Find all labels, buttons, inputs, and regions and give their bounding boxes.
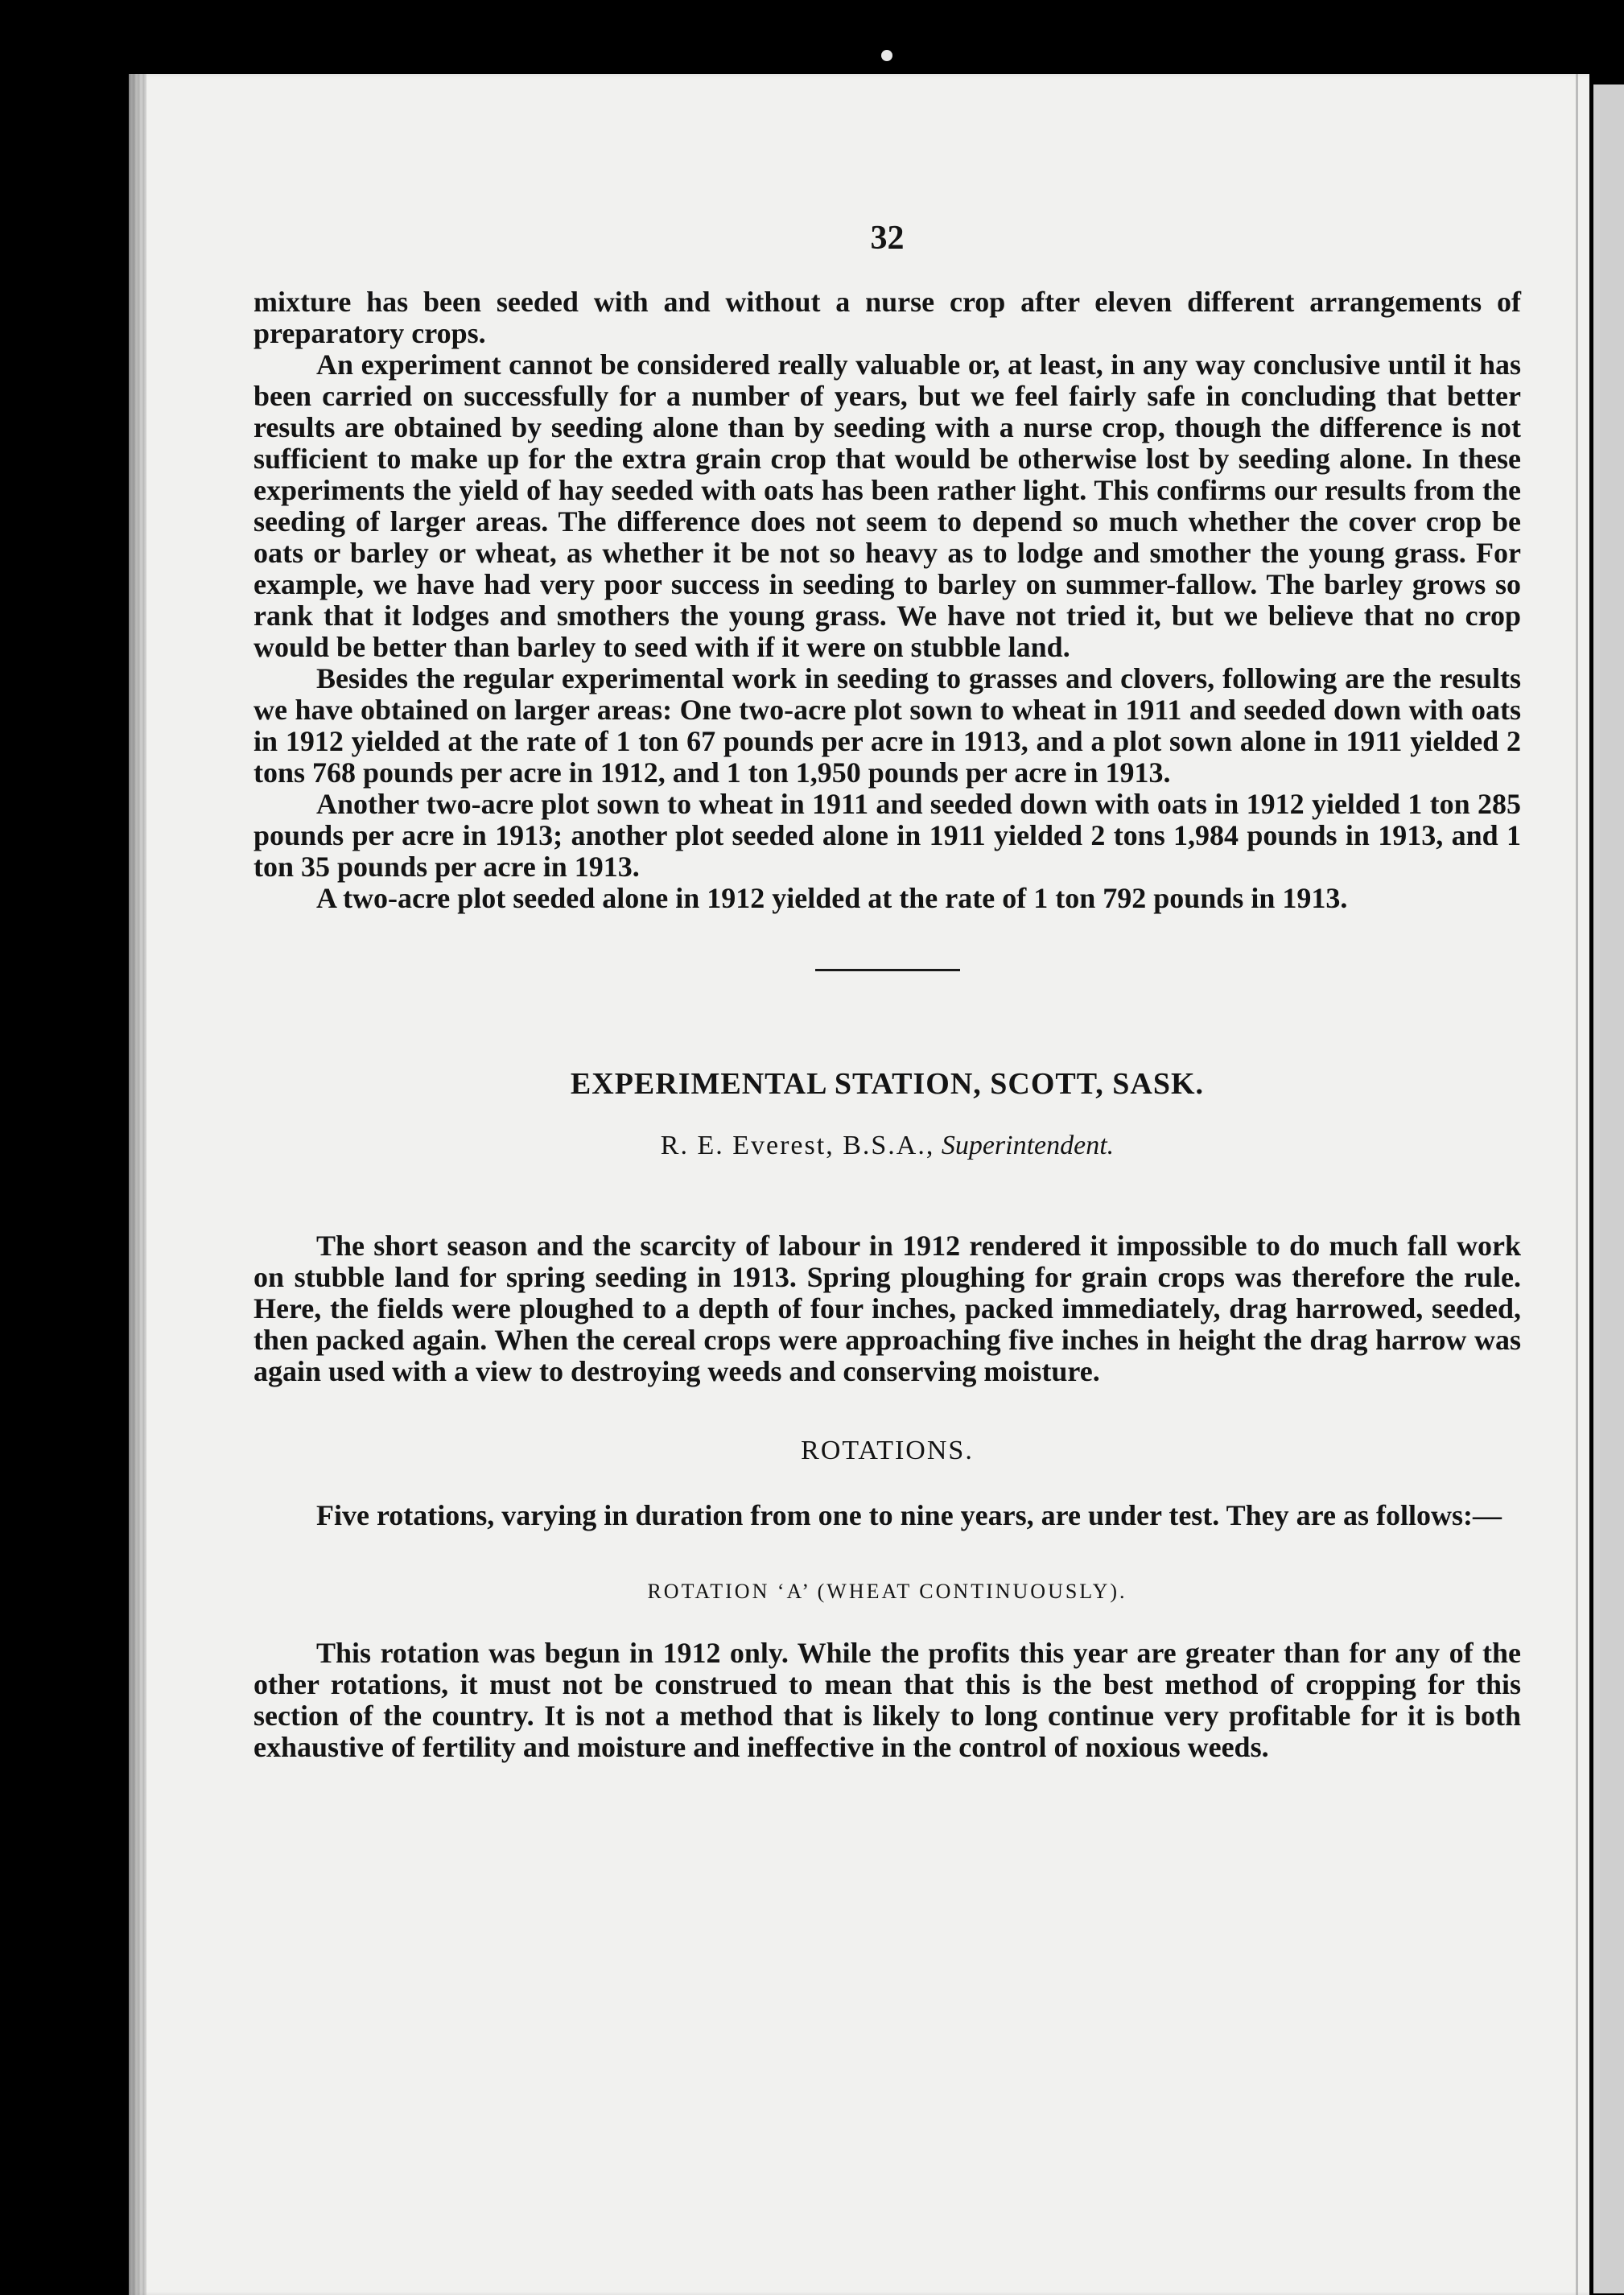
byline-role: Superintendent. [941,1131,1115,1160]
spacer [253,1161,1521,1230]
facing-page-edge [1593,84,1624,2293]
grass-seeding-section [253,286,1521,914]
page-gutter [129,74,146,2295]
paragraph: Another two-acre plot sown to wheat in 1911 and seeded down with oats in 1912 yielded 1 ton 285 pounds per acre in 1913; another plot seeded alone in 1911 yielded 2 tons 1,984 pounds in 1913, and 1 ton 35 pounds per acre in 1913. [253,788,1521,883]
paragraph: The short season and the scarcity of labour in 1912 rendered it impossible to do much fall work on stubble land for spring seeding in 1913. Spring ploughing for grain crops was therefore the rule. Here, the fields were ploughed to a depth of four inches, packed immediately, drag harrowed, seeded, then packed again. When the cereal crops were approaching five inches in height the drag harrow was again used with a view to destroying weeds and conserving moisture. [253,1230,1521,1387]
rotation-a-heading: ROTATION ‘A’ (WHEAT CONTINUOUSLY). [647,1580,1127,1603]
rotation-a-text [253,1638,1521,1763]
byline [253,1131,1521,1161]
rotations-heading: ROTATIONS. [801,1436,974,1465]
byline-author: R. E. Everest, B.S.A., [660,1131,935,1160]
page-content [253,219,1521,1763]
scan-artifact [881,50,892,61]
section-heading: EXPERIMENTAL STATION, SCOTT, SASK. [570,1067,1205,1101]
station-intro [253,1230,1521,1387]
paragraph: A two-acre plot seeded alone in 1912 yielded at the rate of 1 ton 792 pounds in 1913. [316,882,1348,914]
page-edge-line [1576,74,1578,2295]
paragraph: This rotation was begun in 1912 only. While the profits this year are greater than for any of the other rotations, it must not be construed to mean that this is the best method of cropping for this section of the country. It is not a method that is likely to long continue very profitable for it is both exhaustive of fertility and moisture and ineffective in the control of noxious weeds. [253,1637,1521,1763]
paragraph: Five rotations, varying in duration from one to nine years, are under test. They are as follows:— [316,1499,1502,1531]
paragraph: mixture has been seeded with and without a nurse crop after eleven different arrangements of preparatory crops. [253,286,1521,349]
book-page [129,74,1589,2295]
page-number: 32 [870,220,905,257]
section-divider [815,969,960,971]
paragraph: Besides the regular experimental work in seeding to grasses and clovers, following are the results we have obtained on larger areas: One two-acre plot sown to wheat in 1911 and seeded down with oats in 1912 yielded at the rate of 1 ton 67 pounds per acre in 1913, and a plot sown alone in 1911 yielded 2 tons 768 pounds per acre in 1912, and 1 ton 1,950 pounds per acre in 1913. [253,662,1521,789]
paragraph: An experiment cannot be considered really valuable or, at least, in any way conclusive until it has been carried on successfully for a number of years, but we feel fairly safe in concluding that better results are obtained by seeding alone than by seeding with a nurse crop, though the difference is not sufficient to make up for the extra grain crop that would be otherwise lost by seeding alone. In these experiments the yield of hay seeded with oats has been rather light. This confirms our results from the seeding of larger areas. The difference does not seem to depend so much whether the cover crop be oats or barley or wheat, as whether it be not so heavy as to lodge and smother the young grass. For example, we have had very poor success in seeding to barley on summer-fallow. The barley grows so rank that it lodges and smothers the young grass. We have not tried it, but we believe that no crop would be better than barley to seed with if it were on stubble land. [253,348,1521,663]
rotations-intro [253,1500,1521,1531]
